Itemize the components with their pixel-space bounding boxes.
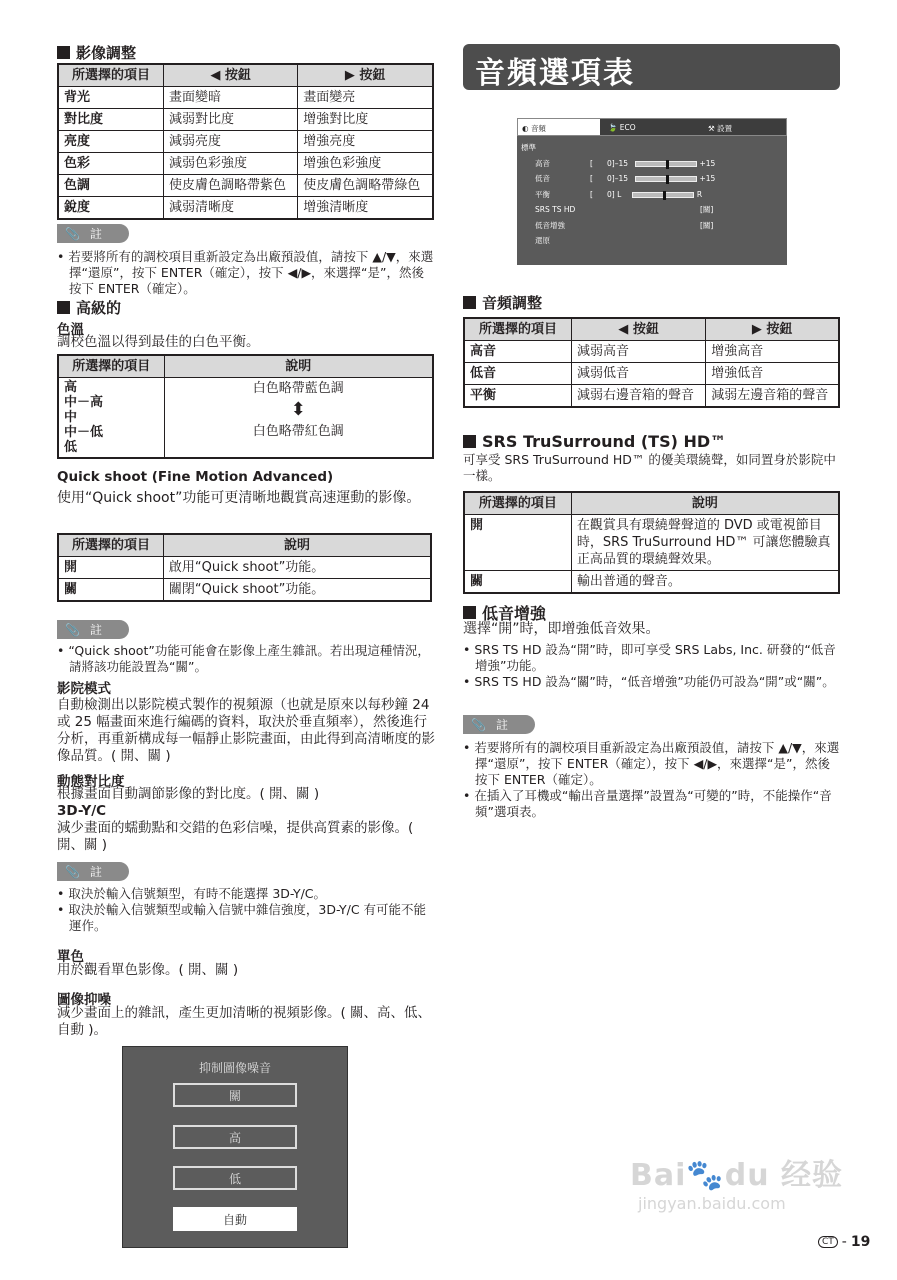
cell: 增強亮度 <box>298 131 433 153</box>
cell: 在觀賞具有環繞聲聲道的 DVD 或電視節目時，SRS TruSurround HD™ 可讓您體驗真正高品質的環繞聲效果。 <box>571 515 839 571</box>
cell: 增強色彩強度 <box>298 153 433 175</box>
table-row <box>464 363 839 385</box>
column-header: 說明 <box>163 534 431 557</box>
up-down-arrow-icon: ⬍ <box>290 399 306 420</box>
column-header: 所選擇的項目 <box>58 355 164 378</box>
note-list <box>57 886 435 934</box>
table-row <box>58 557 431 579</box>
column-header: 所選擇的項目 <box>58 534 163 557</box>
cell: 減弱對比度 <box>163 109 297 131</box>
cell: 關閉“Quick shoot”功能。 <box>163 579 431 602</box>
cell: 增強清晰度 <box>298 197 433 220</box>
row-label: 對比度 <box>58 109 163 131</box>
row-label: 關 <box>464 571 571 594</box>
paperclip-icon: 📎 <box>471 717 486 732</box>
cell: 增強對比度 <box>298 109 433 131</box>
column-header: 說明 <box>164 355 433 378</box>
audio-table <box>463 317 840 408</box>
option-low[interactable]: 低 <box>173 1166 297 1190</box>
page-number: CT - 19 <box>818 1234 870 1250</box>
yc-desc: 減少畫面的蠕動點和交錯的色彩信噪，提供高質素的影像。( 開、關 ) <box>57 820 414 853</box>
srs-table <box>463 491 840 594</box>
note-badge: 📎 註 <box>57 224 129 243</box>
cell: 畫面變亮 <box>298 87 433 109</box>
cell: 使皮膚色調略帶紫色 <box>163 175 297 197</box>
advanced-heading: 高級的 <box>57 297 121 318</box>
cell: 減弱亮度 <box>163 131 297 153</box>
nr-desc: 減少畫面上的雜訊，產生更加清晰的視頻影像。( 關、高、低、自動 )。 <box>57 1005 432 1038</box>
cell: 減弱清晰度 <box>163 197 297 220</box>
tab-settings[interactable]: ⚒ 設置 <box>708 124 733 133</box>
row-label: 開 <box>58 557 163 579</box>
nr-title: 圖像抑噪 <box>57 992 111 1008</box>
picture-table <box>57 63 434 220</box>
bass-row[interactable]: 低音 [ 0]–15 +15 <box>535 174 716 183</box>
table-row <box>464 385 839 408</box>
column-header: 說明 <box>571 492 839 515</box>
yc-title: 3D-Y/C <box>57 803 107 819</box>
tab-eco[interactable]: 🍃 ECO <box>608 123 636 132</box>
treble-row[interactable]: 高音 [ 0]–15 +15 <box>535 158 716 168</box>
note-badge: 📎 註 <box>57 862 129 881</box>
sound-mode: 標準 <box>521 143 536 152</box>
row-label: 背光 <box>58 87 163 109</box>
table-row <box>464 571 839 594</box>
balance-slider[interactable] <box>632 192 694 198</box>
paperclip-icon: 📎 <box>65 622 80 637</box>
cell: 增強高音 <box>706 341 839 363</box>
dyn-contrast-title: 動態對比度 <box>57 774 125 790</box>
paperclip-icon: 📎 <box>65 864 80 879</box>
table-row <box>58 87 433 109</box>
cell: 減弱色彩強度 <box>163 153 297 175</box>
paperclip-icon: 📎 <box>65 226 80 241</box>
desc-bottom: 白色略帶紅色調 <box>252 424 344 439</box>
row-label: 關 <box>58 579 163 602</box>
noise-reduction-menu <box>122 1046 348 1248</box>
note-item: • 若要將所有的調校項目重新設定為出廠預設值，請按下 ▲/▼，來選擇“還原”，按下 ENTER（確定），按下 ◀/▶，來選擇“是”，然後按下 ENTER（確定）。 <box>463 740 840 787</box>
cinema-desc: 自動檢測出以影院模式製作的視頻源（也就是原來以每秒鐘 24 或 25 幅畫面來進行編碼的資料，取決於垂直頻率），然後進行分析，再重新構成每一幅靜止影院畫面，由此得到高清晰度的影像品質。( 開、關 ) <box>57 697 435 764</box>
bass-item: • SRS TS HD 設為“開”時，即可享受 SRS Labs, Inc. 研發的“低音增強”功能。 <box>463 642 836 673</box>
table-row <box>58 131 433 153</box>
audio-menu-screenshot <box>517 118 787 265</box>
table-row <box>58 109 433 131</box>
cell: 輸出普通的聲音。 <box>571 571 839 594</box>
quickshoot-title: Quick shoot (Fine Motion Advanced) <box>57 469 334 485</box>
srs-desc: 可享受 SRS TruSurround HD™ 的優美環繞聲，如同置身於影院中一樣。 <box>463 452 836 483</box>
cell: 減弱高音 <box>571 341 705 363</box>
column-header: 所選擇的項目 <box>464 318 571 341</box>
row-label: 色彩 <box>58 153 163 175</box>
cell: 增強低音 <box>706 363 839 385</box>
treble-slider[interactable] <box>635 161 697 167</box>
note-badge: 📎 註 <box>57 620 129 639</box>
row-label: 開 <box>464 515 571 571</box>
reset-row[interactable]: 還原 <box>535 236 550 245</box>
row-label: 平衡 <box>464 385 571 408</box>
table-row <box>58 153 433 175</box>
row-label: 低音 <box>464 363 571 385</box>
column-header: ◀ 按鈕 <box>163 64 297 87</box>
color-temp-title: 色溫 <box>57 322 84 338</box>
bass-heading: 低音增強 <box>463 601 546 624</box>
watermark: Bai🐾du 经验 jingyan.baidu.com <box>630 1158 844 1213</box>
menu-title: 抑制圖像噪音 <box>198 1061 271 1075</box>
table-row <box>58 197 433 220</box>
table-row <box>464 515 839 571</box>
mono-desc: 用於觀看單色影像。( 開、關 ) <box>57 962 239 978</box>
note-list <box>463 740 841 820</box>
note-item: • 在插入了耳機或“輸出音量選擇”設置為“可變的”時，不能操作“音頻”選項表。 <box>463 788 832 819</box>
bass-item: • SRS TS HD 設為“關”時，“低音增強”功能仍可設為“開”或“關”。 <box>463 674 835 689</box>
cell: 啟用“Quick shoot”功能。 <box>163 557 431 579</box>
row-label: 色調 <box>58 175 163 197</box>
column-header: ◀ 按鈕 <box>571 318 705 341</box>
note-item: • 取決於輸入信號類型或輸入信號中雜信強度，3D-Y/C 有可能不能運作。 <box>57 902 427 933</box>
bass-list <box>463 642 841 690</box>
quickshoot-table <box>57 533 432 602</box>
row-label: 亮度 <box>58 131 163 153</box>
row-label: 銳度 <box>58 197 163 220</box>
option-off[interactable]: 關 <box>173 1083 297 1107</box>
cell: 減弱低音 <box>571 363 705 385</box>
bass-desc: 選擇“開”時，即增強低音效果。 <box>463 621 660 637</box>
cell: 使皮膚色調略帶綠色 <box>298 175 433 197</box>
srs-heading: SRS TruSurround (TS) HD™ <box>463 432 726 451</box>
bass-enhancer-row[interactable]: 低音增強 [關] <box>535 220 714 230</box>
color-temp-table <box>57 354 434 459</box>
note-text: • “Quick shoot”功能可能會在影像上產生雜訊。若出現這種情況，請將該功能設置為“關”。 <box>57 643 430 674</box>
heading-text: 影像調整 <box>76 44 137 62</box>
column-header: ▶ 按鈕 <box>298 64 433 87</box>
cinema-title: 影院模式 <box>57 681 111 697</box>
srs-row[interactable]: SRS TS HD [關] <box>535 205 714 214</box>
audio-heading: 音頻調整 <box>463 292 542 313</box>
column-header: 所選擇的項目 <box>58 64 163 87</box>
note-badge: 📎 註 <box>463 715 535 734</box>
dyn-contrast-desc: 根據畫面自動調節影像的對比度。( 開、關 ) <box>57 786 320 802</box>
page-banner: 音頻選項表 <box>463 44 840 90</box>
cell: 減弱左邊音箱的聲音 <box>706 385 839 408</box>
balance-row[interactable]: 平衡 [ 0] L R <box>535 189 703 199</box>
option-auto-selected[interactable]: 自動 <box>173 1207 297 1231</box>
table-row <box>464 341 839 363</box>
picture-heading <box>57 42 136 63</box>
column-header: ▶ 按鈕 <box>706 318 839 341</box>
color-temp-desc: 調校色溫以得到最佳的白色平衡。 <box>57 334 260 350</box>
desc-top: 白色略帶藍色調 <box>252 381 344 396</box>
bass-slider[interactable] <box>635 176 697 182</box>
table-row <box>58 579 431 602</box>
note-item: • 取決於輸入信號類型，有時不能選擇 3D-Y/C。 <box>57 886 327 901</box>
column-header: 所選擇的項目 <box>464 492 571 515</box>
row-label: 高音 <box>464 341 571 363</box>
note-text: • 若要將所有的調校項目重新設定為出廠預設值，請按下 ▲/▼，來選擇“還原”，按下 ENTER（確定），按下 ◀/▶，來選擇“是”，然後按下 ENTER（確定）。 <box>57 249 434 296</box>
cell: 減弱右邊音箱的聲音 <box>571 385 705 408</box>
color-temp-items: 高 中－高 中 中－低 低 <box>58 378 164 459</box>
quickshoot-desc: 使用“Quick shoot”功能可更清晰地觀賞高速運動的影像。 <box>57 490 421 506</box>
tab-audio[interactable]: ◐ 音頻 <box>518 119 600 135</box>
option-high[interactable]: 高 <box>173 1125 297 1149</box>
mono-title: 單色 <box>57 949 84 965</box>
table-row <box>58 175 433 197</box>
cell: 畫面變暗 <box>163 87 297 109</box>
